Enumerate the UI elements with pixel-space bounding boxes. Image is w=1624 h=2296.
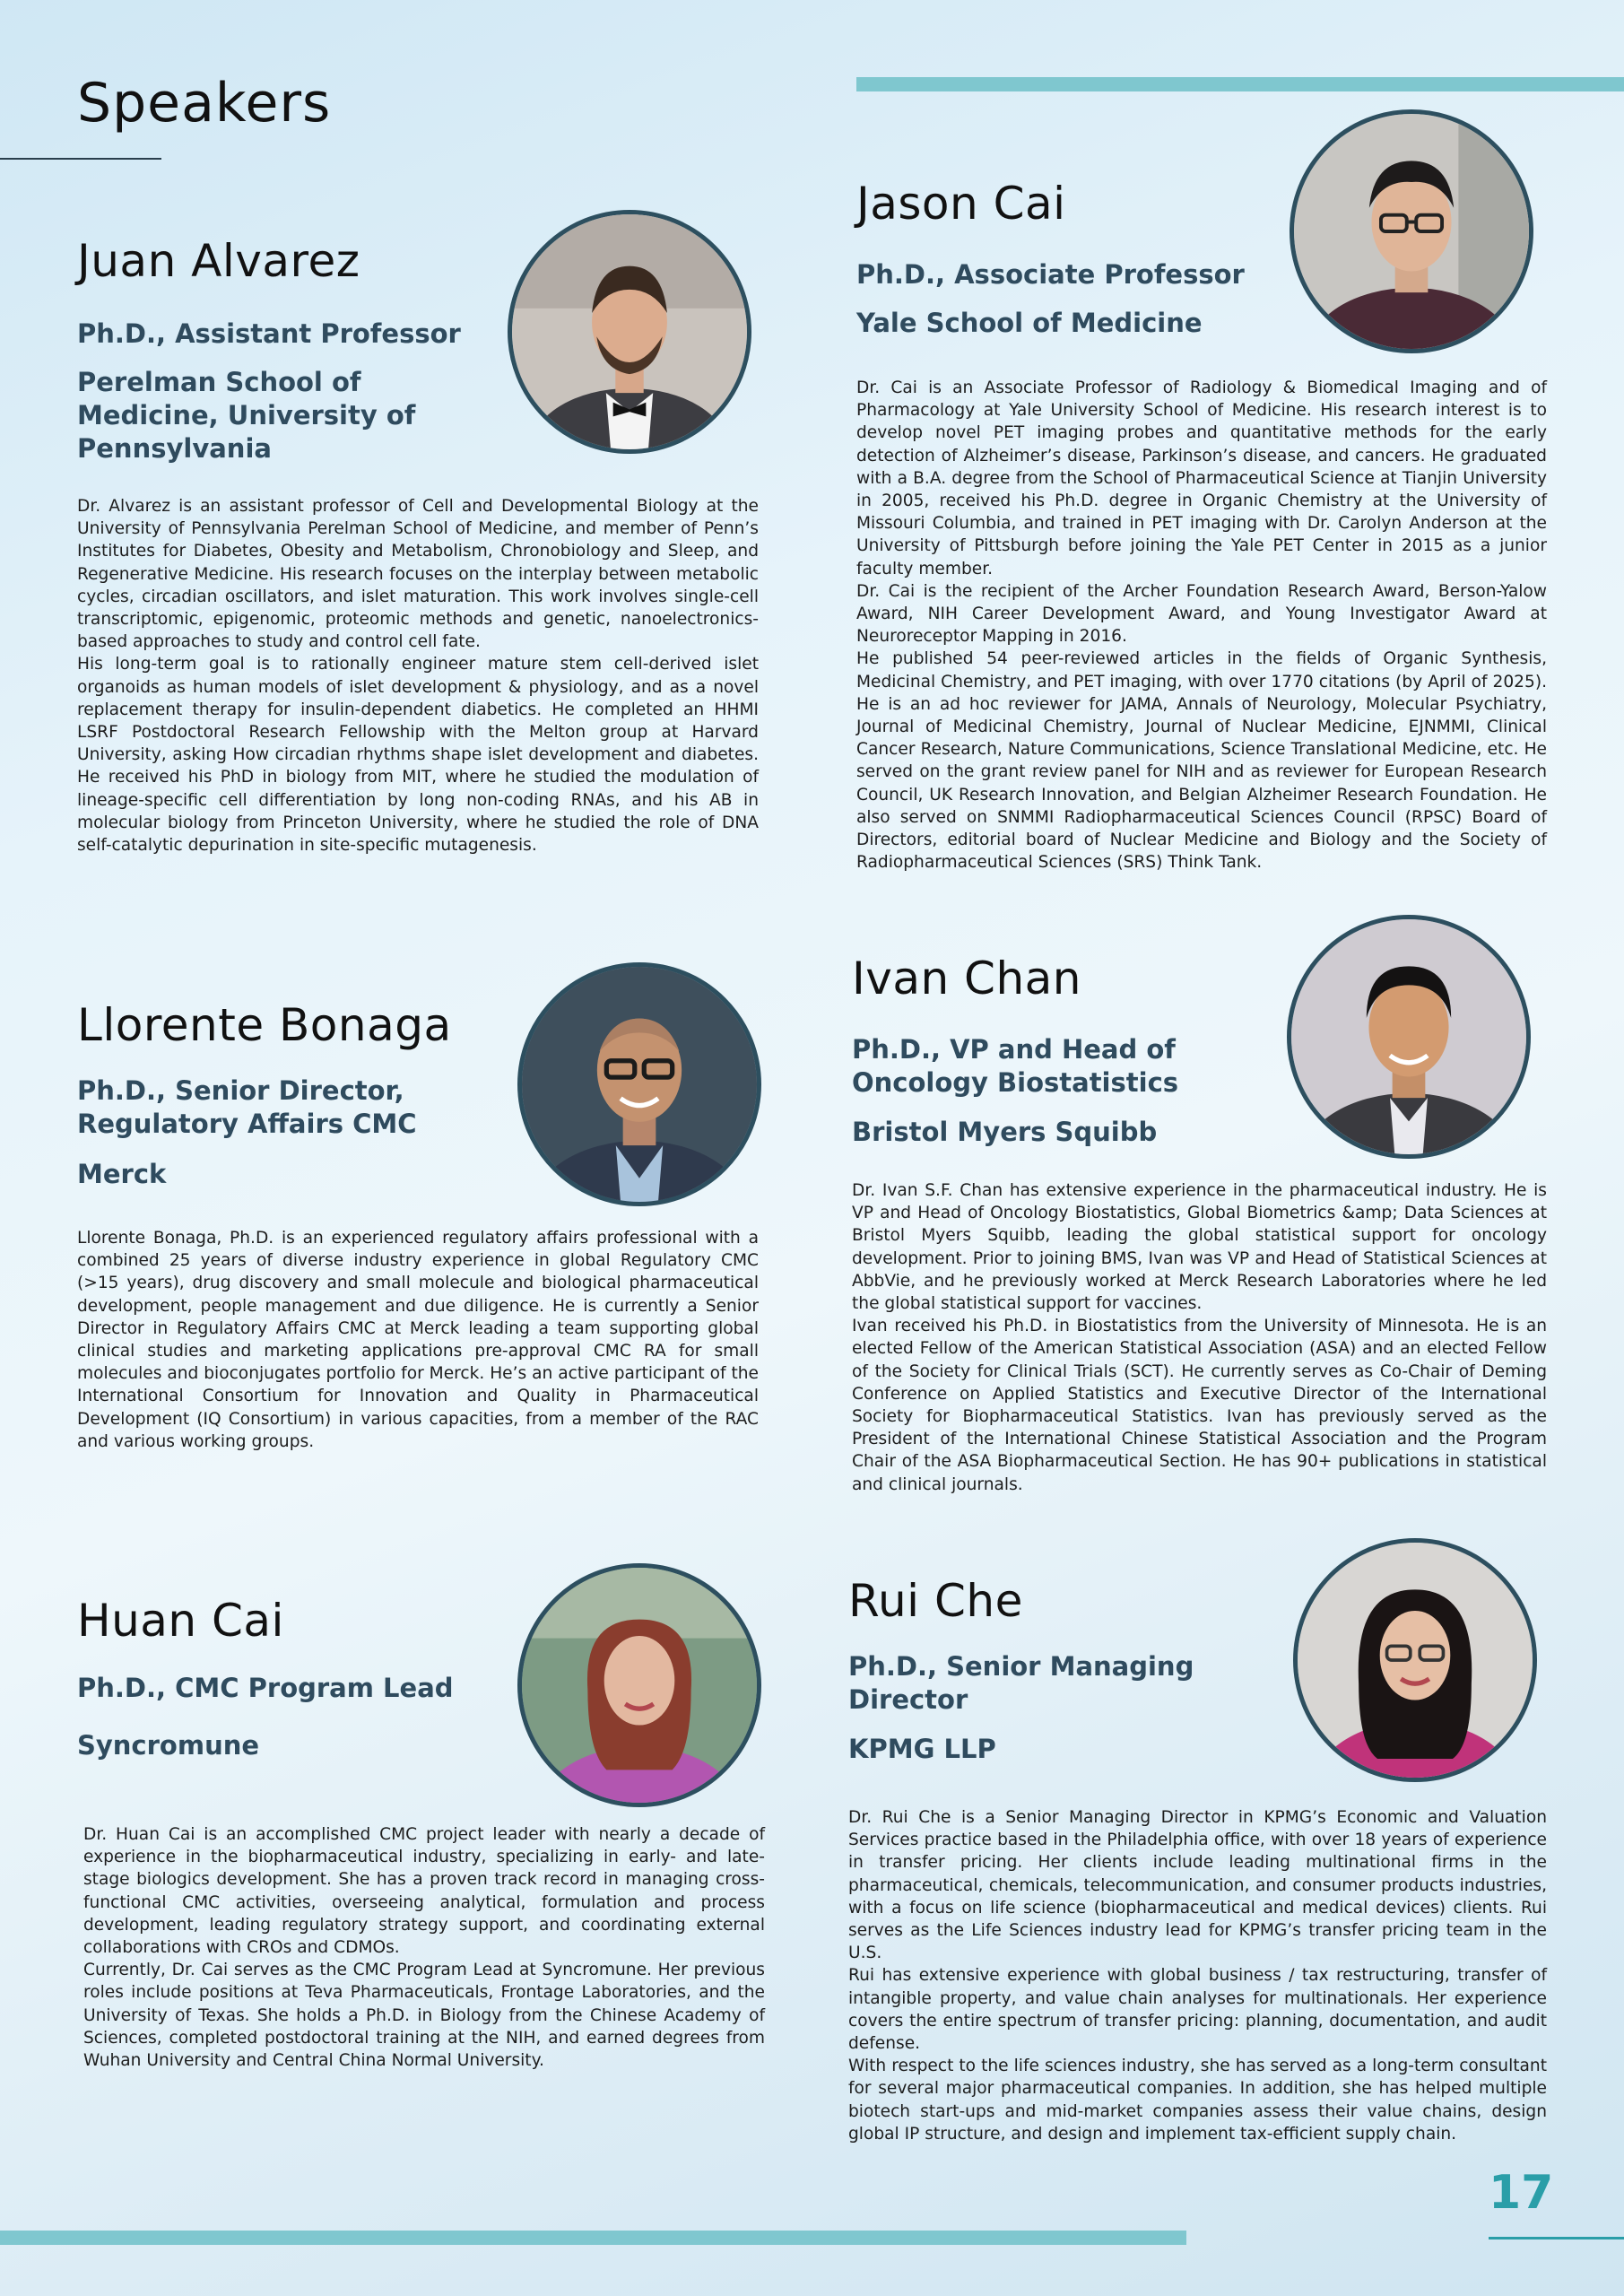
speaker-photo (1293, 1538, 1537, 1782)
speaker-organization: KPMG LLP (848, 1734, 996, 1764)
speaker-name: Rui Che (848, 1575, 1023, 1627)
speaker-title: Ph.D., Assistant Professor (77, 318, 461, 349)
page-number: 17 (1489, 2166, 1554, 2220)
bottom-accent-bar (0, 2231, 1186, 2245)
bio-paragraph: His long-term goal is to rationally engineer mature stem cell-derived islet organoids as human models of islet development & physiology, and as a novel replacement therapy for insulin-dependent diabetics. He completed an HHMI LSRF Postdoctoral Research Fellowship with the Melton group at Harvard University, asking How circadian rhythms shape islet development and diabetes. He received his PhD in biology from MIT, where he studied the modulation of lineage-specific cell differentiation by long non-coding RNAs, and his AB in molecular biology from Princeton University, where he studied the role of DNA self-catalytic depurination in site-specific mutagenesis. (77, 655, 759, 856)
speaker-organization: Bristol Myers Squibb (852, 1117, 1158, 1147)
bio-paragraph: Llorente Bonaga, Ph.D. is an experienced regulatory affairs professional with a combined 25 years of diverse industry experience in global Regulatory CMC (>15 years), drug discovery and small molecule and biological pharmaceutical development, people management and due diligence. He is currently a Senior Director in Regulatory Affairs CMC at Merck leading a team supporting global clinical studies and marketing applications pre-approval CMC RA for small molecules and bioconjugates portfolio for Merck. He’s an active participant of the International Consortium for Innovation and Quality in Pharmaceutical Development (IQ Consortium) in various capacities, from a member of the RAC and various working groups. (77, 1229, 759, 1451)
portrait-icon (522, 1568, 757, 1803)
speaker-bio (77, 495, 759, 857)
speaker-title: Ph.D., Associate Professor (856, 259, 1245, 290)
speaker-name: Juan Alvarez (77, 235, 360, 287)
portrait-icon (512, 214, 747, 449)
speaker-name: Llorente Bonaga (77, 999, 452, 1051)
speaker-name: Huan Cai (77, 1595, 284, 1647)
speaker-photo (517, 1563, 761, 1807)
speaker-organization: Perelman School of Medicine, University of Pennsylvania (77, 367, 416, 464)
speaker-title: Ph.D., VP and Head of Oncology Biostatistics (852, 1034, 1179, 1098)
portrait-icon (1298, 1543, 1533, 1778)
speaker-organization: Yale School of Medicine (856, 308, 1203, 338)
speaker-photo (1287, 915, 1531, 1159)
speaker-bio (77, 1227, 759, 1453)
page-number-underline (1489, 2237, 1624, 2239)
bio-paragraph: He published 54 peer-reviewed articles in the fields of Organic Synthesis, Medicinal Chemistry, and PET imaging, with over 1770 citations (by April of 2025). He is an ad hoc reviewer for JAMA, Annals of Neurology, Molecular Psychiatry, Journal of Medicinal Chemistry, Journal of Nuclear Medicine, EJNMMI, Clinical Cancer Research, Nature Communications, Science Translational Medicine, etc. He served on the grant review panel for NIH and as reviewer for European Research Council, UK Research Innovation, and Belgian Alzheimer Research Foundation. He also served on SNMMI Radiopharmaceutical Sciences Council (RPSC) Board of Directors, editorial board of Nuclear Medicine and Biology and the Society of Radiopharmaceutical Sciences (SRS) Think Tank. (856, 649, 1547, 873)
bio-paragraph: Currently, Dr. Cai serves as the CMC Program Lead at Syncromune. Her previous roles include positions at Teva Pharmaceuticals, Frontage Laboratories, and the University of Texas. She holds a Ph.D. in Biology from the Chinese Academy of Sciences, completed postdoctoral training at the NIH, and earned degrees from Wuhan University and Central China Normal University. (83, 1961, 765, 2071)
speaker-title: Ph.D., CMC Program Lead (77, 1673, 454, 1703)
speaker-title: Ph.D., Senior Director, Regulatory Affairs CMC (77, 1075, 417, 1139)
speaker-organization: Merck (77, 1159, 167, 1189)
portrait-icon (1291, 919, 1526, 1154)
speaker-bio (848, 1806, 1547, 2145)
speaker-bio (83, 1823, 765, 2072)
bio-paragraph: Rui has extensive experience with global business / tax restructuring, transfer of intangible property, and value chain analyses for multinationals. Her experience covers the entire spectrum of transfer pricing: planning, documentation, and audit defense. (848, 1966, 1547, 2054)
bio-paragraph: Dr. Cai is an Associate Professor of Radiology & Biomedical Imaging and of Pharmacology at Yale University School of Medicine. His research interest is to develop novel PET imaging probes and quantitative methods for the early detection of Alzheimer’s disease, Parkinson’s disease, and cancers. He graduated with a B.A. degree from the School of Pharmaceutical Science at Tianjin University in 2005, received his Ph.D. degree in Organic Chemistry at the University of Missouri Columbia, and trained in PET imaging with Dr. Carolyn Anderson at the University of Pittsburgh before joining the Yale PET Center in 2015 as a junior faculty member. (856, 378, 1547, 578)
portrait-icon (1294, 114, 1529, 349)
bio-paragraph: Dr. Ivan S.F. Chan has extensive experience in the pharmaceutical industry. He is VP and Head of Oncology Biostatistics, Global Biometrics &amp; Data Sciences at Bristol Myers Squibb, leading the global statistical support for oncology development. Prior to joining BMS, Ivan was VP and Head of Statistical Sciences at AbbVie, and he previously worked at Merck Research Laboratories where he led the global statistical support for vaccines. (852, 1181, 1547, 1314)
title-underline (0, 158, 161, 160)
speaker-photo (1290, 109, 1533, 353)
speaker-name: Ivan Chan (852, 952, 1081, 1004)
speaker-photo (508, 210, 751, 454)
speaker-name: Jason Cai (856, 178, 1066, 230)
bio-paragraph: Dr. Cai is the recipient of the Archer Foundation Research Award, Berson-Yalow Award, NIH Career Development Award, and Young Investigator Award at Neuroreceptor Mapping in 2016. (856, 581, 1547, 647)
bio-paragraph: Ivan received his Ph.D. in Biostatistics from the University of Minnesota. He is an elected Fellow of the American Statistical Association (ASA) and an elected Fellow of the Society for Clinical Trials (SCT). He currently serves as Co-Chair of Deming Conference on Applied Statistics and Executive Director of the International Society for Biopharmaceutical Statistics. Ivan has previously served as the President of the International Chinese Statistical Association and the Program Chair of the ASA Biopharmaceutical Section. He has 90+ publications in statistical and clinical journals. (852, 1317, 1547, 1494)
speaker-photo (517, 962, 761, 1206)
page-title: Speakers (77, 72, 332, 135)
top-accent-bar (856, 77, 1624, 91)
speaker-bio (852, 1179, 1547, 1496)
bio-paragraph: Dr. Huan Cai is an accomplished CMC project leader with nearly a decade of experience in the biopharmaceutical industry, specializing in early- and late-stage biologics development. She has a proven track record in managing cross-functional CMC activities, overseeing analytical, formulation and process development, leading regulatory strategy support, and coordinating external collaborations with CROs and CDMOs. (83, 1825, 765, 1958)
bio-paragraph: With respect to the life sciences industry, she has served as a long-term consultant for several major pharmaceutical companies. In addition, she has helped multiple biotech start-ups and mid-market companies assess their value chains, design global IP structure, and design and implement tax-efficient supply chain. (848, 2057, 1547, 2144)
bio-paragraph: Dr. Alvarez is an assistant professor of Cell and Developmental Biology at the University of Pennsylvania Perelman School of Medicine, and member of Penn’s Institutes for Diabetes, Obesity and Metabolism, Chronobiology and Sleep, and Regenerative Medicine. His research focuses on the interplay between metabolic cycles, circadian oscillators, and islet maturation. This work involves single-cell transcriptomic, epigenomic, proteomic methods and genetic, nanoelectronics-based approaches to study and control cell fate. (77, 497, 759, 652)
speaker-bio (856, 377, 1547, 874)
bio-paragraph: Dr. Rui Che is a Senior Managing Director in KPMG’s Economic and Valuation Services practice based in the Philadelphia office, with over 18 years of experience in transfer pricing. Her clients include leading multinational firms in the pharmaceutical, chemicals, telecommunication, and consumer products industries, with a focus on life science (biopharmaceutical and medical devices) clients. Rui serves as the Life Sciences industry lead for KPMG’s transfer pricing team in the U.S. (848, 1808, 1547, 1963)
speaker-title: Ph.D., Senior Managing Director (848, 1651, 1194, 1715)
speaker-organization: Syncromune (77, 1730, 260, 1761)
portrait-icon (522, 967, 757, 1202)
